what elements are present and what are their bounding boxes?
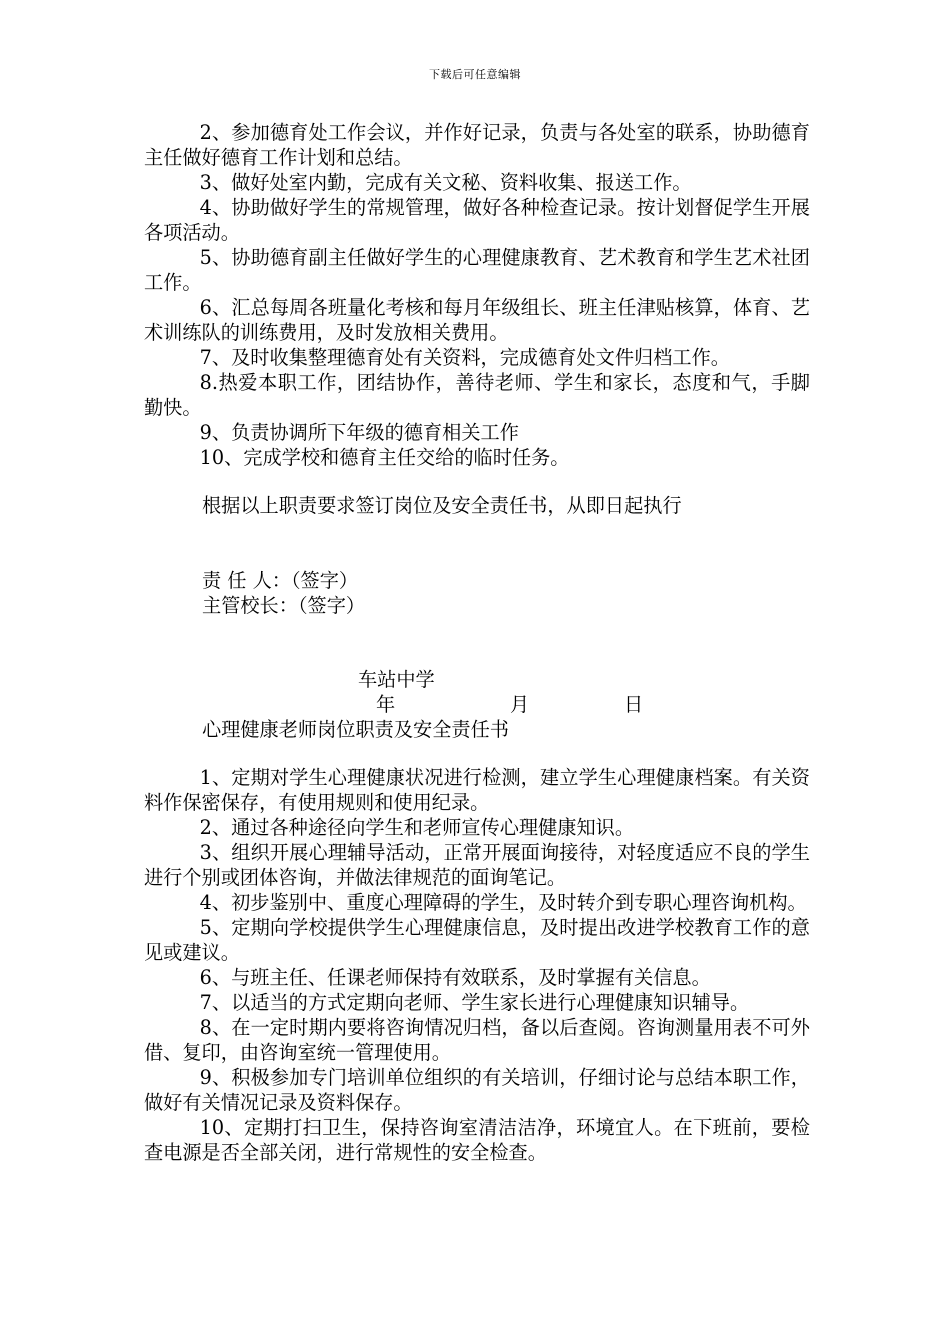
signature-principal: 主管校长：（签字） [202, 594, 366, 617]
section-title: 心理健康老师岗位职责及安全责任书 [202, 718, 509, 741]
duty-item-2: 2、参加德育处工作会议，并作好记录，负责与各处室的联系，协助德育主任做好德育工作计划和总结。 [144, 121, 810, 169]
document-body [144, 120, 810, 1165]
date-day: 日 [624, 693, 644, 716]
counselor-item-3: 3、组织开展心理辅导活动，正常开展面询接待，对轻度适应不良的学生进行个别或团体咨询，并做法律规范的面询笔记。 [144, 841, 810, 889]
duty-item-4: 4、协助做好学生的常规管理，做好各种检查记录。按计划督促学生开展各项活动。 [144, 196, 810, 244]
duty-item-9: 9、负责协调所下年级的德育相关工作 [199, 421, 519, 444]
duty-item-8: 8.热爱本职工作，团结协作，善待老师、学生和家长，态度和气，手脚勤快。 [144, 371, 810, 419]
counselor-item-2: 2、通过各种途径向学生和老师宣传心理健康知识。 [199, 816, 635, 839]
agreement-statement: 根据以上职责要求签订岗位及安全责任书，从即日起执行 [202, 494, 682, 517]
date-year: 年 [376, 693, 396, 716]
counselor-item-7: 7、以适当的方式定期向老师、学生家长进行心理健康知识辅导。 [199, 991, 750, 1014]
page-header: 下载后可任意编辑 [429, 68, 521, 81]
duty-item-5: 5、协助德育副主任做好学生的心理健康教育、艺术教育和学生艺术社团工作。 [144, 246, 810, 294]
date-month: 月 [510, 693, 530, 716]
duty-item-7: 7、及时收集整理德育处有关资料，完成德育处文件归档工作。 [199, 346, 730, 369]
duty-item-3: 3、做好处室内勤，完成有关文秘、资料收集、报送工作。 [199, 171, 692, 194]
counselor-item-8: 8、在一定时期内要将咨询情况归档，备以后查阅。咨询测量用表不可外借、复印，由咨询室统一管理使用。 [144, 1016, 810, 1064]
duty-item-6: 6、汇总每周各班量化考核和每月年级组长、班主任津贴核算，体育、艺术训练队的训练费用，及时发放相关费用。 [144, 296, 810, 344]
school-name: 车站中学 [358, 668, 435, 691]
duty-item-10: 10、完成学校和德育主任交给的临时任务。 [199, 446, 570, 469]
counselor-item-6: 6、与班主任、任课老师保持有效联系，及时掌握有关信息。 [199, 966, 711, 989]
counselor-item-9: 9、积极参加专门培训单位组织的有关培训，仔细讨论与总结本职工作，做好有关情况记录及资料保存。 [144, 1066, 810, 1114]
date-line [144, 692, 810, 717]
signature-responsible: 责 任 人：（签字） [202, 569, 359, 592]
counselor-item-1: 1、定期对学生心理健康状况进行检测，建立学生心理健康档案。有关资料作保密保存，有使用规则和使用纪录。 [144, 766, 810, 814]
counselor-item-4: 4、初步鉴别中、重度心理障碍的学生，及时转介到专职心理咨询机构。 [199, 891, 807, 914]
counselor-item-5: 5、定期向学校提供学生心理健康信息，及时提出改进学校教育工作的意见或建议。 [144, 916, 810, 964]
counselor-item-10: 10、定期打扫卫生，保持咨询室清洁洁净，环境宜人。在下班前，要检查电源是否全部关闭，进行常规性的安全检查。 [144, 1116, 810, 1164]
